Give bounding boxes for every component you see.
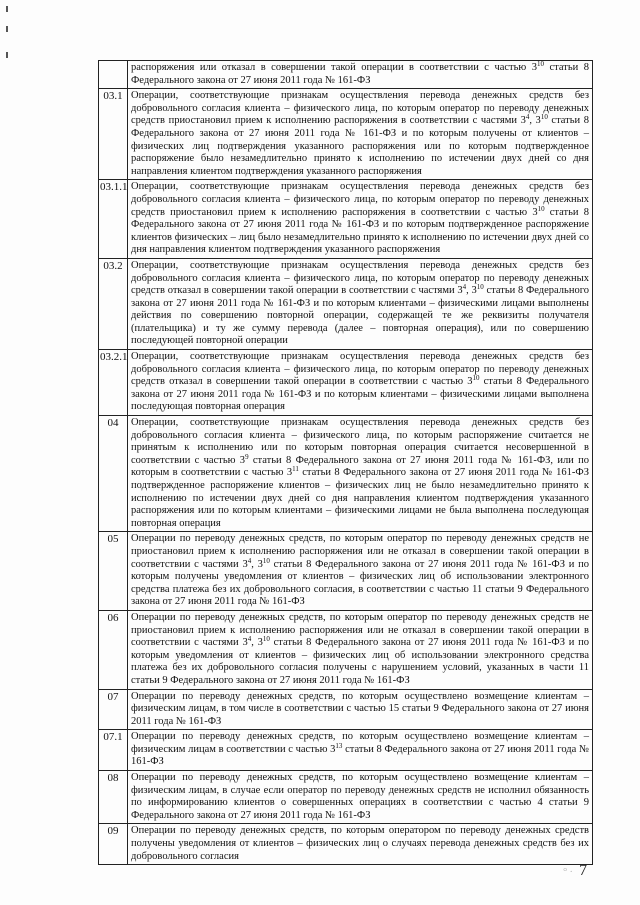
row-code: 06: [99, 610, 128, 689]
row-description: Операции по переводу денежных средств, по которым осуществлено возмещение клиентам – физическим лицам, в случае если оператор по переводу денежных средств не исполнил обязанность по информированию клиентов о совершенных операциях в соответствии с частью 4 статьи 9 Федерального закона от 27 июня 2011 года № 161-ФЗ: [128, 771, 593, 824]
table-row: [99, 610, 593, 689]
row-code: [99, 61, 128, 89]
row-description: Операции, соответствующие признакам осуществления перевода денежных средств без добровольного согласия клиента – физического лица, по которым распоряжение считается не принятым к исполнению или по которым повторная операция считается несовершенной в соответствии с частью $3^9$ статьи 8 Федерального закона от 27 июня 2011 года № 161-ФЗ, или по которым в соответствии с частью $3^{11}$ статьи 8 Федерального закона от 27 июня 2011 года № 161-ФЗ подтвержденное распоряжение клиентов – физических лиц не было незамедлительно принято к исполнению по истечении двух дней со дня направления клиентом подтверждения указанного распоряжения или по которым клиентами – физическими лицами не была выполнена последующая повторная операция: [128, 416, 593, 532]
table-row: [99, 258, 593, 349]
row-code: 03.2: [99, 258, 128, 349]
row-description: Операции по переводу денежных средств, по которым оператор по переводу денежных средств не приостановил прием к исполнению распоряжения или не отказал в совершении такой операции в соответствии с частями $3^4$, $3^{10}$ статьи 8 Федерального закона от 27 июня 2011 года № 161-ФЗ и по которым получены уведомления от клиентов – физических лиц об использовании электронного средства платежа без их добровольного согласия, в соответствии с частью 11 статьи 9 Федерального закона от 27 июня 2011 года № 161-ФЗ: [128, 532, 593, 611]
row-code: 07.1: [99, 730, 128, 771]
row-code: 03.2.1: [99, 350, 128, 416]
row-code: 08: [99, 771, 128, 824]
table-row: [99, 532, 593, 611]
row-code: 03.1.1: [99, 180, 128, 259]
table-row: [99, 61, 593, 89]
table-row: [99, 89, 593, 180]
row-description: Операции, соответствующие признакам осуществления перевода денежных средств без добровольного согласия клиента – физического лица, по которым оператор по переводу денежных средств отказал в совершении такой операции в соответствии с частями $3^4$, $3^{10}$ статьи 8 Федерального закона от 27 июня 2011 года № 161-ФЗ и по которым клиентами – физическими лицами выполнены действия по совершению повторной операции, содержащей те же реквизиты получателя (плательщика) и ту же сумму перевода (далее – повторная операция), или по совершению последующей повторной операции: [128, 258, 593, 349]
row-description: Операции по переводу денежных средств, по которым осуществлено возмещение клиентам – физическим лицам в соответствии с частью $3^{13}$ статьи 8 Федерального закона от 27 июня 2011 года № 161-ФЗ: [128, 730, 593, 771]
operations-table-body: [99, 61, 593, 865]
table-row: [99, 771, 593, 824]
operations-table: [98, 60, 593, 865]
table-row: [99, 689, 593, 730]
page-number-value: 7: [579, 862, 588, 879]
table-row: [99, 416, 593, 532]
row-description: Операции по переводу денежных средств, по которым оператором по переводу денежных средств получены уведомления от клиентов – физических лиц о случаях перевода денежных средств без их добровольного согласия: [128, 824, 593, 865]
page-number: [563, 862, 587, 880]
row-description: Операции, соответствующие признакам осуществления перевода денежных средств без добровольного согласия клиента – физического лица, по которым оператор по переводу денежных средств приостановил прием к исполнению распоряжения в соответствии с частью $3^{10}$ статьи 8 Федерального закона от 27 июня 2011 года № 161-ФЗ и по которым подтвержденное распоряжение клиентов физических – лиц было незамедлительно принято к исполнению по истечении двух дней со дня направления клиентом подтверждения указанного распоряжения: [128, 180, 593, 259]
table-row: [99, 180, 593, 259]
scan-artifact: °·: [563, 866, 576, 878]
row-description: Операции, соответствующие признакам осуществления перевода денежных средств без добровольного согласия клиента – физического лица, по которым оператор по переводу денежных средств приостановил прием к исполнению распоряжения в соответствии с частями $3^4$, $3^{10}$ статьи 8 Федерального закона от 27 июня 2011 года № 161-ФЗ и по которым получены от клиентов – физических лиц подтверждения указанного распоряжения или по которым подтвержденное распоряжение было незамедлительно принято к исполнению по истечении двух дней со дня направления клиентом подтверждения указанного распоряжения: [128, 89, 593, 180]
row-code: 07: [99, 689, 128, 730]
row-description: Операции по переводу денежных средств, по которым оператор по переводу денежных средств не приостановил прием к исполнению распоряжения или не отказал в совершении такой операции в соответствии с частями $3^4$, $3^{10}$ статьи 8 Федерального закона от 27 июня 2011 года № 161-ФЗ и по которым уведомления от клиентов – физических лиц об использовании электронного средства платежа без их добровольного согласия получены с нарушением условий, указанных в части 11 статьи 9 Федерального закона от 27 июня 2011 года № 161-ФЗ: [128, 610, 593, 689]
row-description: распоряжения или отказал в совершении такой операции в соответствии с частью $3^{10}$ статьи 8 Федерального закона от 27 июня 2011 года № 161-ФЗ: [128, 61, 593, 89]
table-row: [99, 350, 593, 416]
row-code: 04: [99, 416, 128, 532]
row-code: 05: [99, 532, 128, 611]
table-row: [99, 824, 593, 865]
row-description: Операции, соответствующие признакам осуществления перевода денежных средств без добровольного согласия клиента – физического лица, по которым оператор по переводу денежных средств отказал в совершении такой операции в соответствии с частью $3^{10}$ статьи 8 Федерального закона от 27 июня 2011 года № 161-ФЗ и по которым клиентами – физическими лицами выполнена последующая повторная операция: [128, 350, 593, 416]
row-code: 09: [99, 824, 128, 865]
row-code: 03.1: [99, 89, 128, 180]
row-description: Операции по переводу денежных средств, по которым осуществлено возмещение клиентам – физическим лицам, в том числе в соответствии с частью 15 статьи 9 Федерального закона от 27 июня 2011 года № 161-ФЗ: [128, 689, 593, 730]
table-row: [99, 730, 593, 771]
